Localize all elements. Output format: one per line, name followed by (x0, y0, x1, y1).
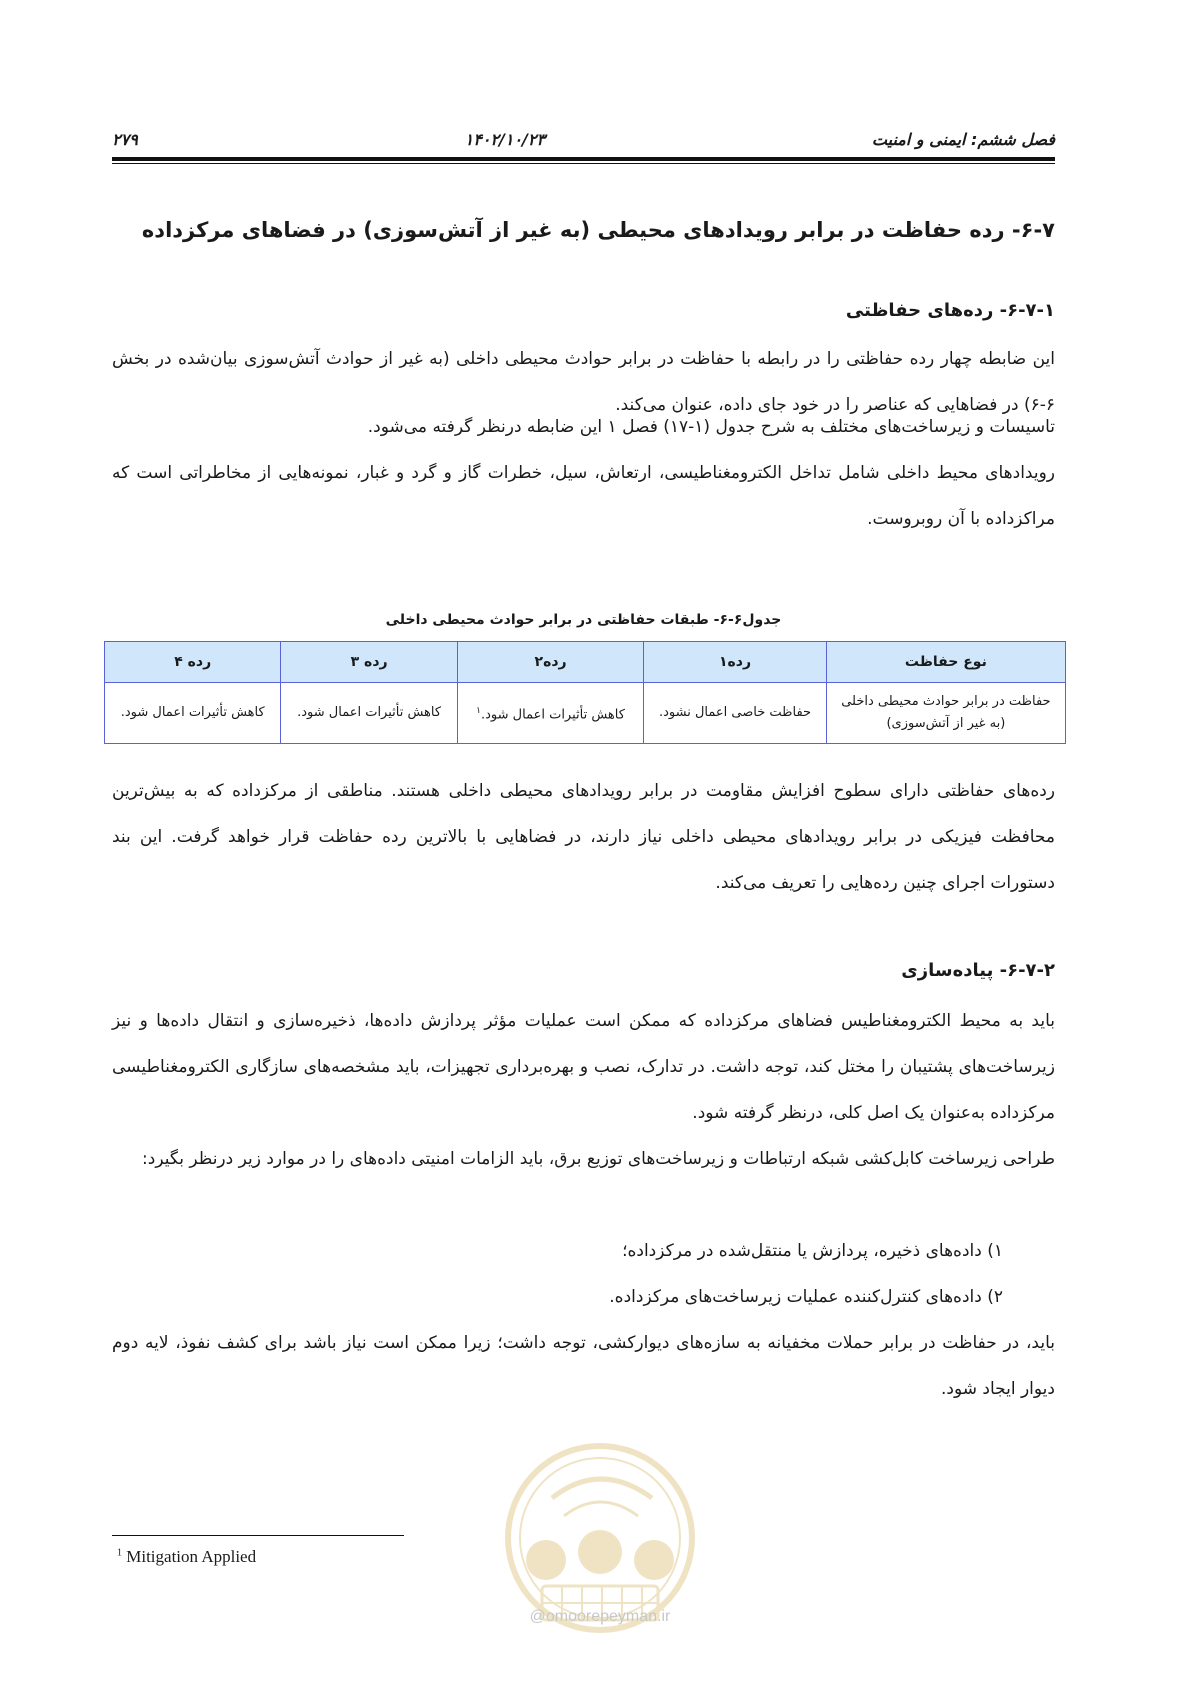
table-header-cell: نوع حفاظت (826, 642, 1065, 683)
table-cell (457, 683, 644, 744)
type-line-1: حفاظت در برابر حوادث محیطی داخلی (841, 694, 1051, 709)
type-line-2: (به غیر از آتش‌سوزی) (886, 716, 1006, 731)
paragraph-4: باید به محیط الکترومغناطیس فضاهای مرکزداده که ممکن است عملیات مؤثر پردازش داده‌ها، ذخیره‌سازی و انتقال داده‌ها و نیز زیرساخت‌های پشتیبان را مختل کند، توجه داشت. در تدارک، نصب و بهره‌برداری تجهیزات، باید مشخصه‌های سازگاری الکترومغناطیسی مرکزداده به‌عنوان یک اصل کلی، درنظر گرفته شود. (112, 1011, 1055, 1123)
paragraph-2: تاسیسات و زیرساخت‌های مختلف به شرح جدول (۱-۱۷) فصل ۱ این ضابطه درنظر گرفته می‌شود. (367, 417, 1055, 437)
table-header-cell: رده ۳ (281, 642, 457, 683)
table-header-cell: رده۲ (457, 642, 644, 683)
subsection-2-title: ۶-۷-۲- پیاده‌سازی (901, 960, 1055, 981)
list-item: ۲) داده‌های کنترل‌کننده عملیات زیرساخت‌های مرکزداده. (609, 1287, 1003, 1307)
paragraph-1: این ضابطه چهار رده حفاظتی را در رابطه با حفاظت در برابر حوادث محیطی داخلی (به غیر از حوادث آتش‌سوزی بیان‌شده در بخش ۶-۶) در فضاهایی که عناصر را در خود جای داده، عنوان می‌کند. (112, 349, 1055, 415)
paragraph-5: طراحی زیرساخت کابل‌کشی شبکه ارتباطات و زیرساخت‌های توزیع برق، باید الزامات امنیتی داده‌های را در موارد زیر درنظر بگیرد: (142, 1149, 1055, 1169)
chapter-title: فصل ششم: ایمنی و امنیت (871, 129, 1055, 149)
footnote-rule (112, 1535, 404, 1536)
cell-text: کاهش تأثیرات اعمال شود. (481, 707, 625, 723)
footnote-number: 1 (117, 1547, 122, 1559)
footnote (117, 1547, 256, 1567)
table-cell-type (826, 683, 1065, 744)
list-item: ۱) داده‌های ذخیره، پردازش یا منتقل‌شده در مرکزداده؛ (622, 1241, 1003, 1261)
header-rule-thick (112, 157, 1055, 161)
paragraph-after-table: رده‌های حفاظتی دارای سطوح افزایش مقاومت در برابر رویدادهای محیطی داخلی هستند. مناطقی از مرکزداده که به بیش‌ترین محافظت فیزیکی در برابر رویدادهای محیطی داخلی نیاز دارند، در فضاهایی با بالاترین رده حفاظت قرار خواهد گرفت. این بند دستورات اجرای چنین رده‌هایی را تعریف می‌کند. (112, 781, 1055, 893)
header-date: ۱۴۰۲/۱۰/۲۳ (464, 129, 546, 149)
footnote-text: Mitigation Applied (126, 1547, 257, 1566)
paragraph-6: باید، در حفاظت در برابر حملات مخفیانه به سازه‌های دیوارکشی، توجه داشت؛ زیرا ممکن است نیاز باشد برای کشف نفوذ، لایه دوم دیوار ایجاد شود. (112, 1333, 1055, 1399)
page-number: ۲۷۹ (112, 129, 138, 149)
footnote-marker: ۱ (476, 705, 481, 716)
table-cell: کاهش تأثیرات اعمال شود. (281, 683, 457, 744)
header-rule-thin (112, 163, 1055, 164)
protection-classes-table (104, 641, 1066, 744)
table-header-cell: رده۱ (644, 642, 826, 683)
paragraph-3: رویدادهای محیط داخلی شامل تداخل الکترومغناطیسی، ارتعاش، سیل، خطرات گاز و گرد و غبار، نمونه‌هایی از مخاطراتی است که مراکزداده با آن روبروست. (112, 463, 1055, 529)
watermark-url: @omoorepeyman.ir (529, 1608, 671, 1625)
table-header-row (105, 642, 1066, 683)
table-header-cell: رده ۴ (105, 642, 281, 683)
table-cell: حفاظت خاصی اعمال نشود. (644, 683, 826, 744)
table-row (105, 683, 1066, 744)
table-caption: جدول۶-۶- طبقات حفاظتی در برابر حوادث محیطی داخلی (385, 612, 782, 628)
subsection-1-title: ۶-۷-۱- رده‌های حفاظتی (845, 300, 1055, 321)
section-title: ۶-۷- رده حفاظت در برابر رویدادهای محیطی (به غیر از آتش‌سوزی) در فضاهای مرکزداده (141, 218, 1055, 242)
page-header (112, 124, 1055, 154)
table-cell: کاهش تأثیرات اعمال شود. (105, 683, 281, 744)
